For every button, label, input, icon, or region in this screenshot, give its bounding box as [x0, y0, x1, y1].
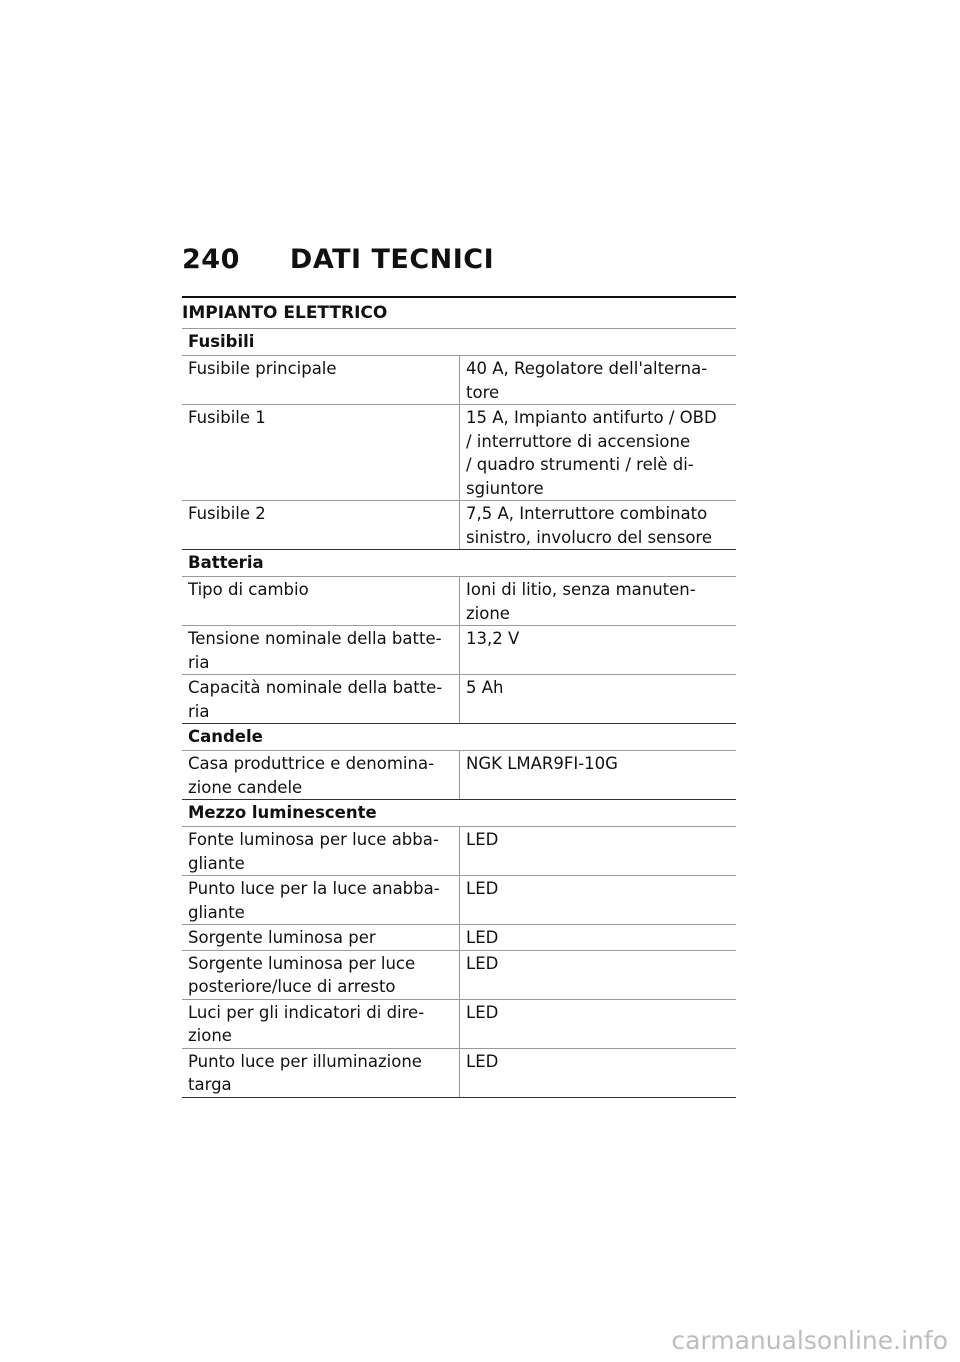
spec-value-line: sgiuntore [466, 478, 544, 498]
watermark: carmanualsonline.info [671, 1326, 948, 1355]
spec-value [459, 751, 736, 799]
spec-value-line: zione [466, 603, 510, 623]
spec-label-line: Sorgente luminosa per luce [188, 953, 416, 973]
spec-label-line: Luci per gli indicatori di dire- [188, 1002, 425, 1022]
spec-value-line: LED [466, 1002, 499, 1022]
group-heading: Candele [182, 724, 736, 751]
spec-label [182, 1000, 459, 1048]
spec-value [459, 951, 736, 999]
spec-value-line: LED [466, 953, 499, 973]
spec-value [459, 356, 736, 404]
spec-label-line: targa [188, 1075, 232, 1094]
spec-label [182, 356, 459, 404]
table-row [182, 356, 736, 405]
spec-label [182, 751, 459, 799]
spec-label-line: Punto luce per la luce anabba- [188, 879, 440, 898]
spec-label-line: Casa produttrice e denomina- [188, 754, 435, 773]
table-row [182, 827, 736, 876]
spec-value [459, 675, 736, 723]
page-number: 240 [182, 244, 240, 275]
spec-label-line: zione candele [188, 777, 303, 797]
spec-value-line: Ioni di litio, senza manuten- [466, 580, 696, 599]
spec-value [459, 1049, 736, 1097]
spec-label [182, 1049, 459, 1097]
spec-value-line: sinistro, involucro del sensore [466, 527, 712, 547]
spec-value-line: 7,5 A, Interruttore combinato [466, 504, 708, 523]
spec-label-line: Fusibile principale [188, 359, 337, 378]
page-header [182, 243, 494, 277]
spec-label-line: Punto luce per illuminazione [188, 1051, 422, 1071]
table-row [182, 626, 736, 675]
spec-label-line: gliante [188, 902, 245, 922]
spec-label-line: Sorgente luminosa per [188, 928, 376, 947]
spec-value [459, 827, 736, 875]
spec-label-line: gliante [188, 853, 245, 873]
table-row [182, 577, 736, 626]
spec-value-line: NGK LMAR9FI-10G [466, 754, 618, 773]
spec-value [459, 1000, 736, 1048]
table-row [182, 405, 736, 501]
spec-value [459, 876, 736, 924]
group-heading: Mezzo luminescente [182, 800, 736, 827]
spec-value [459, 501, 736, 549]
spec-label [182, 675, 459, 723]
spec-label [182, 876, 459, 924]
chapter-title: DATI TECNICI [289, 244, 495, 275]
table-row [182, 675, 736, 724]
spec-label-line: ria [188, 652, 210, 672]
group-heading: Batteria [182, 550, 736, 577]
spec-label [182, 405, 459, 500]
section-title: IMPIANTO ELETTRICO [182, 296, 736, 324]
spec-value-line: / quadro strumenti / relè di- [466, 455, 694, 474]
table-row [182, 951, 736, 1000]
spec-value [459, 405, 736, 500]
spec-value-line: LED [466, 830, 499, 849]
spec-value-line: 15 A, Impianto antifurto / OBD [466, 408, 717, 427]
spec-label-line: posteriore/luce di arresto [188, 977, 396, 996]
spec-label-line: Fusibile 1 [188, 408, 266, 427]
spec-label-line: Tensione nominale della batte- [188, 629, 442, 648]
table-row [182, 1000, 736, 1049]
spec-value-line: 5 Ah [466, 678, 504, 697]
spec-value-line: LED [466, 928, 499, 947]
spec-value-line: 13,2 V [466, 629, 520, 648]
spec-value-line: tore [466, 382, 500, 402]
spec-label-line: Fusibile 2 [188, 504, 266, 523]
spec-label-line: ria [188, 701, 210, 721]
spec-value-line: LED [466, 879, 499, 898]
spec-label [182, 925, 459, 950]
spec-label-line: zione [188, 1026, 232, 1045]
spec-value [459, 925, 736, 950]
spec-label [182, 577, 459, 625]
spec-table [182, 328, 736, 1098]
table-row [182, 751, 736, 800]
spec-label-line: Tipo di cambio [188, 580, 309, 599]
group-heading: Fusibili [182, 329, 736, 356]
spec-label [182, 951, 459, 999]
table-row [182, 1049, 736, 1098]
spec-label-line: Fonte luminosa per luce abba- [188, 830, 439, 849]
table-row [182, 501, 736, 550]
spec-value [459, 577, 736, 625]
table-row [182, 876, 736, 925]
spec-label [182, 827, 459, 875]
spec-label [182, 626, 459, 674]
table-row [182, 925, 736, 951]
spec-label [182, 501, 459, 549]
spec-value-line: / interruttore di accensione [466, 431, 691, 451]
spec-value-line: LED [466, 1051, 499, 1071]
spec-label-line: Capacità nominale della batte- [188, 678, 443, 697]
spec-value [459, 626, 736, 674]
spec-value-line: 40 A, Regolatore dell'alterna- [466, 359, 708, 378]
